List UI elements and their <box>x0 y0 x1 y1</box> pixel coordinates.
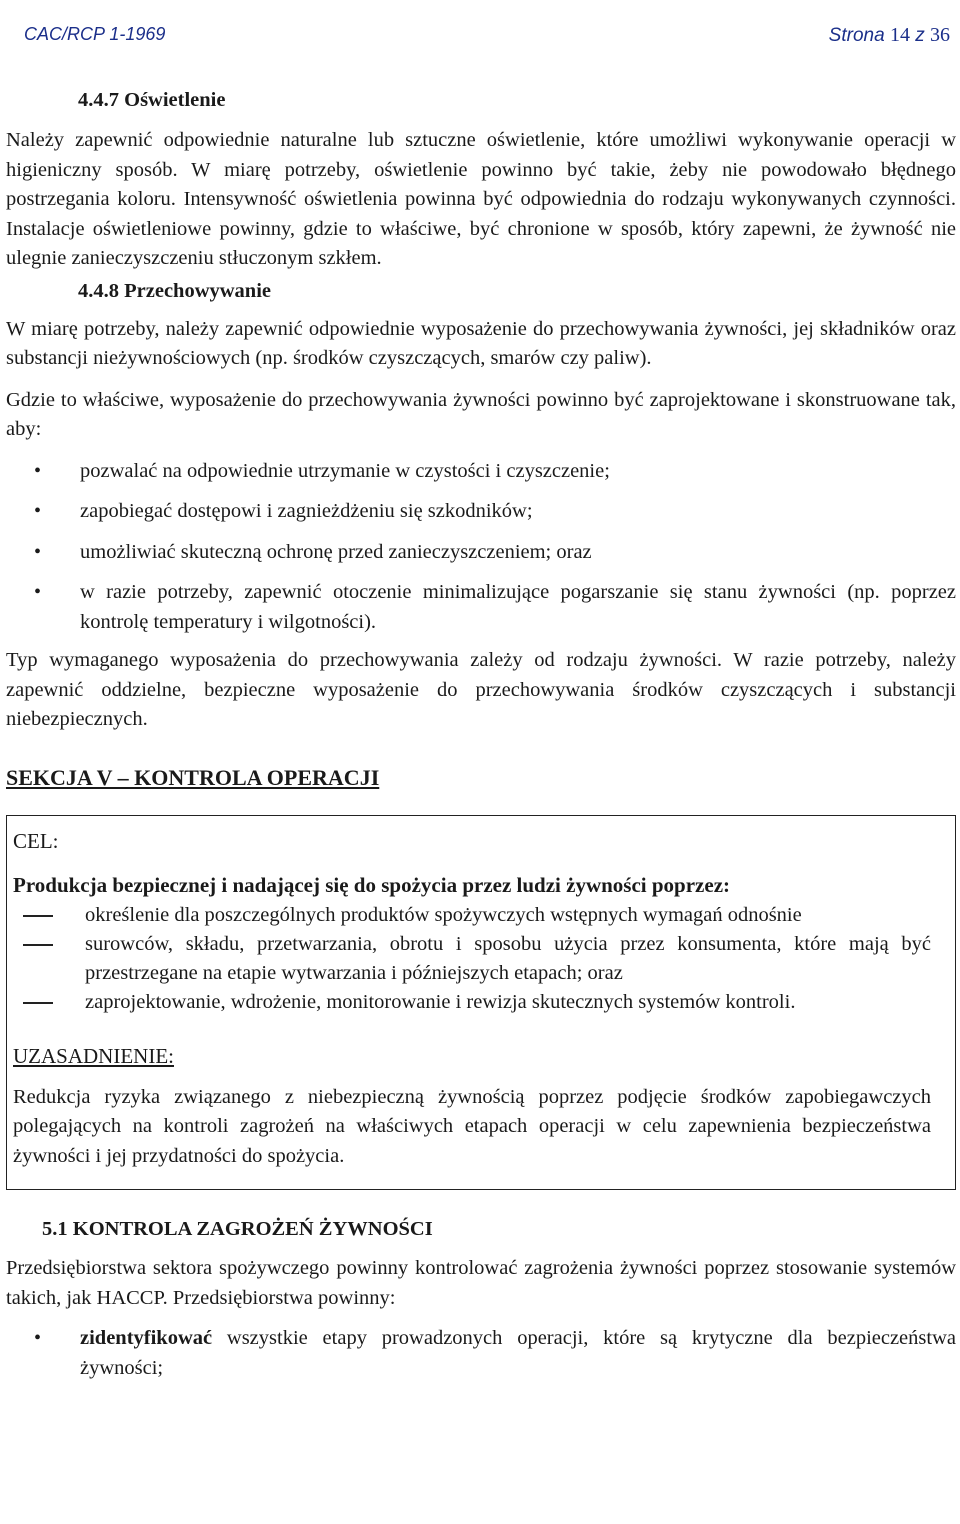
document-body <box>6 86 956 1383</box>
page-number: Strona 14 z 36 <box>828 24 950 46</box>
rationale-label: UZASADNIENIE: <box>13 1043 174 1068</box>
objective-box <box>6 815 956 1191</box>
objective-list <box>13 901 931 1017</box>
list-item: • umożliwiać skuteczną ochronę przed zanieczyszczeniem; oraz <box>6 538 956 568</box>
bullet-icon: • <box>34 1327 42 1349</box>
objective-label: CEL: <box>13 828 59 853</box>
dash-icon <box>23 944 53 946</box>
paragraph-storage-3: Typ wymaganego wyposażenia do przechowywania zależy od rodzaju żywności. W razie potrzeby, należy zapewnić oddzielne, bezpieczne wyposażenie do przechowywania środków czyszczących i substancji niebezpiecznych. <box>6 649 956 730</box>
heading-5-1: 5.1 KONTROLA ZAGROŻEŃ ŻYWNOŚCI <box>42 1218 433 1240</box>
hazard-control-list <box>6 1324 956 1383</box>
list-item: określenie dla poszczególnych produktów spożywczych wstępnych wymagań odnośnie <box>13 901 931 930</box>
paragraph-storage-2: Gdzie to właściwe, wyposażenie do przechowywania żywności powinno być zaprojektowane i skonstruowane tak, aby: <box>6 388 956 440</box>
heading-4-4-7: 4.4.7 Oświetlenie <box>78 89 226 111</box>
dash-icon <box>23 1002 53 1004</box>
bullet-icon: • <box>34 581 42 603</box>
rationale-text: Redukcja ryzyka związanego z niebezpieczną żywnością poprzez podjęcie środków zapobiegawczych polegających na kontroli zagrożeń na właściwych etapach operacji w celu zapewnienia bezpieczeństwa żywności i jej przydatności do spożycia. <box>13 1085 931 1167</box>
bullet-icon: • <box>34 540 42 563</box>
list-item: • zapobiegać dostępowi i zagnieżdżeniu się szkodników; <box>6 497 956 527</box>
heading-4-4-8: 4.4.8 Przechowywanie <box>78 279 271 302</box>
bullet-icon: • <box>34 500 42 522</box>
list-item: • zidentyfikować wszystkie etapy prowadzonych operacji, które są krytyczne dla bezpieczeństwa żywności; <box>6 1324 956 1383</box>
paragraph-storage-1: W miarę potrzeby, należy zapewnić odpowiednie wyposażenie do przechowywania żywności, jej składników oraz substancji nieżywnościowych (np. środków czyszczących, smarów czy paliw). <box>6 317 956 369</box>
list-item: • pozwalać na odpowiednie utrzymanie w czystości i czyszczenie; <box>6 457 956 487</box>
objective-lead: Produkcja bezpiecznej i nadającej się do spożycia przez ludzi żywności poprzez: <box>13 872 731 897</box>
document-code: CAC/RCP 1-1969 <box>24 24 166 44</box>
section-title: SEKCJA V – KONTROLA OPERACJI <box>6 764 380 790</box>
list-item: zaprojektowanie, wdrożenie, monitorowanie i rewizja skutecznych systemów kontroli. <box>13 988 931 1017</box>
paragraph-hazard-control: Przedsiębiorstwa sektora spożywczego powinny kontrolować zagrożenia żywności poprzez stosowanie systemów takich, jak HACCP. Przedsiębiorstwa powinny: <box>6 1257 956 1309</box>
list-item: • w razie potrzeby, zapewnić otoczenie minimalizujące pogarszanie się stanu żywności (np. poprzez kontrolę temperatury i wilgotności). <box>6 578 956 637</box>
page-header <box>0 0 960 60</box>
dash-icon <box>23 915 53 917</box>
bullet-icon: • <box>34 459 42 482</box>
paragraph-lighting: Należy zapewnić odpowiednie naturalne lub sztuczne oświetlenie, które umożliwi wykonywanie operacji w higieniczny sposób. W miarę potrzeby, oświetlenie powinno być takie, żeby nie powodowało błędnego postrzegania koloru. Intensywność oświetlenia powinna być odpowiednia do rodzaju wykonywanych czynności. Instalacje oświetleniowe powinny, gdzie to właściwe, być chronione w sposób, który zapewni, że żywność nie ulegnie zanieczyszczeniu stłuczonym szkłem. <box>6 129 956 269</box>
list-item: surowców, składu, przetwarzania, obrotu i sposobu użycia przez konsumenta, które mają być przestrzegane na etapie wytwarzania i późniejszych etapach; oraz <box>13 930 931 988</box>
storage-requirements-list <box>6 457 956 638</box>
